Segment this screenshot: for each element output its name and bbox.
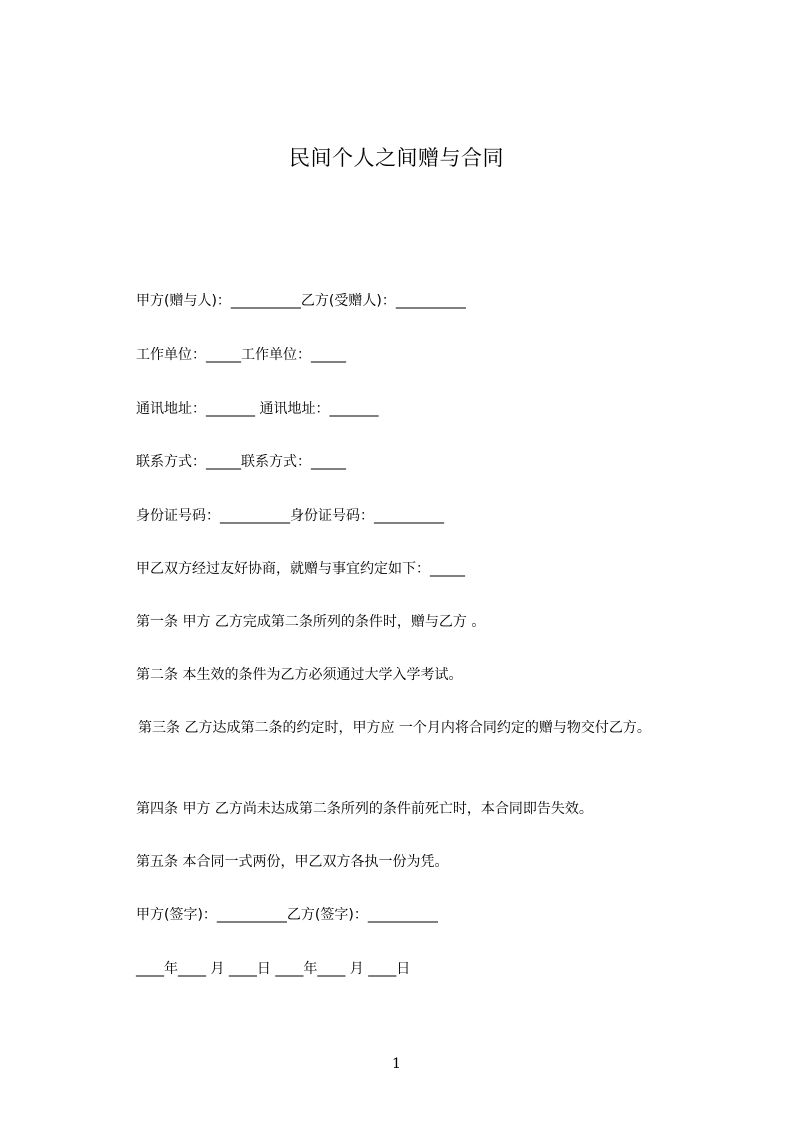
article-4: 第四条 甲方 乙方尚未达成第二条所列的条件前死亡时，本合同即告失效。: [136, 801, 593, 817]
article-2: 第二条 本生效的条件为乙方必须通过大学入学考试。: [136, 667, 463, 683]
signature-line: 甲方(签字)：__________乙方(签字)：__________: [136, 907, 438, 923]
article-5: 第五条 本合同一式两份，甲乙双方各执一份为凭。: [136, 854, 449, 870]
id-number-line: 身份证号码：__________身份证号码：__________: [136, 508, 444, 524]
date-line: ____年____ 月 ____日 ____年____ 月 ____日: [136, 961, 411, 977]
page-number: 1: [392, 1056, 401, 1072]
document-title: 民间个人之间赠与合同: [289, 146, 504, 170]
article-3: 第三条 乙方达成第二条的约定时，甲方应 一个月内将合同约定的赠与物交付乙方。: [138, 720, 651, 736]
contact-line: 联系方式：_____联系方式：_____: [136, 454, 346, 470]
preamble-line: 甲乙双方经过友好协商，就赠与事宜约定如下：_____: [136, 561, 465, 577]
work-unit-line: 工作单位：_____工作单位：_____: [136, 347, 346, 363]
address-line: 通讯地址：_______ 通讯地址：_______: [136, 401, 379, 417]
party-names-line: 甲方(赠与人)：__________乙方(受赠人)：__________: [136, 293, 466, 309]
article-1: 第一条 甲方 乙方完成第二条所列的条件时，赠与乙方 。: [136, 614, 486, 630]
